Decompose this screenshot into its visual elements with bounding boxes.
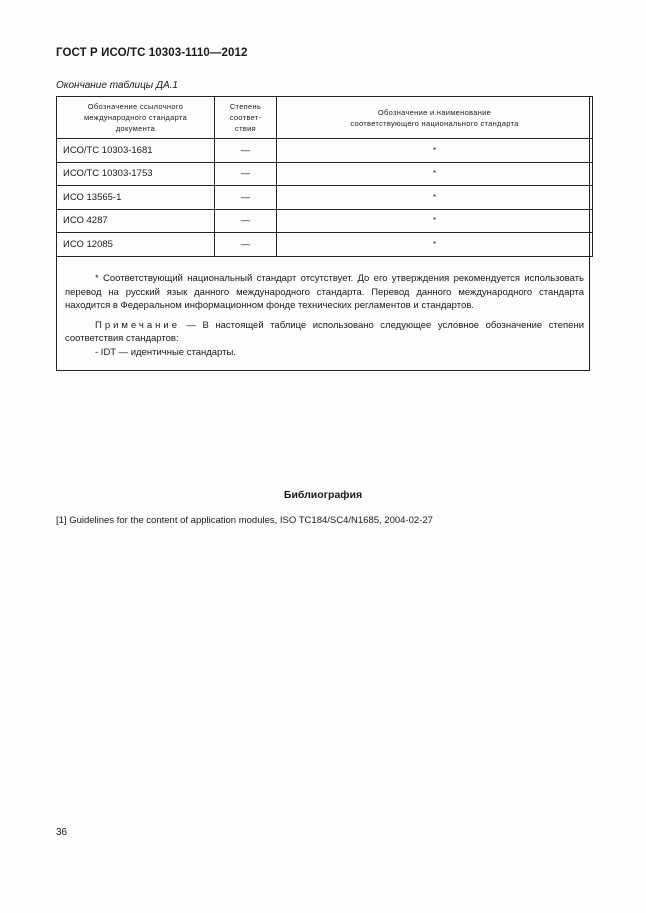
header-line: Обозначение и наименование <box>377 107 492 117</box>
note-text: — В настоящей таблице использовано следующее условное обозначение степени соответствия стандартов: <box>65 319 584 344</box>
column-header-reference-doc <box>57 97 215 139</box>
header-line: Степень <box>229 102 262 111</box>
cell-national-standard: * <box>277 139 593 163</box>
header-line: соответствующего национального стандарта <box>350 118 519 128</box>
table-header-row <box>57 97 593 139</box>
cell-degree: — <box>215 139 277 163</box>
cell-reference-doc: ИСО 13565-1 <box>57 186 215 210</box>
cell-degree: — <box>215 209 277 233</box>
table-row <box>57 186 593 210</box>
page-number: 36 <box>56 827 68 838</box>
note-label: Примечание <box>95 319 180 331</box>
header-line: документа <box>115 124 156 133</box>
header-line: международного стандарта <box>83 113 188 122</box>
cell-national-standard: * <box>277 162 593 186</box>
table-notes <box>65 272 584 359</box>
cell-degree: — <box>215 186 277 210</box>
cell-national-standard: * <box>277 186 593 210</box>
bibliography-title: Библиография <box>283 489 363 501</box>
standards-table <box>56 96 593 257</box>
note-item: - IDT — идентичные стандарты. <box>95 346 236 358</box>
document-header: ГОСТ Р ИСО/ТС 10303-1110—2012 <box>56 47 248 59</box>
footnote: * Соответствующий национальный стандарт отсутствует. До его утверждения рекомендуется использовать перевод на русский язык данного международного стандарта. Перевод данного международного стандарта находится в Федеральном информационном фонде технических регламентов и стандартов. <box>65 273 584 311</box>
cell-reference-doc: ИСО/ТС 10303-1753 <box>57 162 215 186</box>
column-header-degree <box>215 97 277 139</box>
cell-national-standard: * <box>277 233 593 257</box>
correspondence-table <box>56 96 590 371</box>
header-line: ствия <box>235 124 256 133</box>
bibliography-entry: [1] Guidelines for the content of application modules, ISO TC184/SC4/N1685, 2004-02-27 <box>56 515 433 526</box>
cell-reference-doc: ИСО 12085 <box>57 233 215 257</box>
cell-degree: — <box>215 162 277 186</box>
table-row <box>57 139 593 163</box>
cell-degree: — <box>215 233 277 257</box>
header-line: соответ- <box>229 113 262 122</box>
header-line: Обозначение ссылочного <box>87 102 184 111</box>
cell-national-standard: * <box>277 209 593 233</box>
table-row <box>57 162 593 186</box>
cell-reference-doc: ИСО/ТС 10303-1681 <box>57 139 215 163</box>
note-paragraph <box>65 319 584 346</box>
cell-reference-doc: ИСО 4287 <box>57 209 215 233</box>
table-row <box>57 209 593 233</box>
table-row <box>57 233 593 257</box>
column-header-national-standard <box>277 97 593 139</box>
table-caption: Окончание таблицы ДА.1 <box>56 80 178 91</box>
